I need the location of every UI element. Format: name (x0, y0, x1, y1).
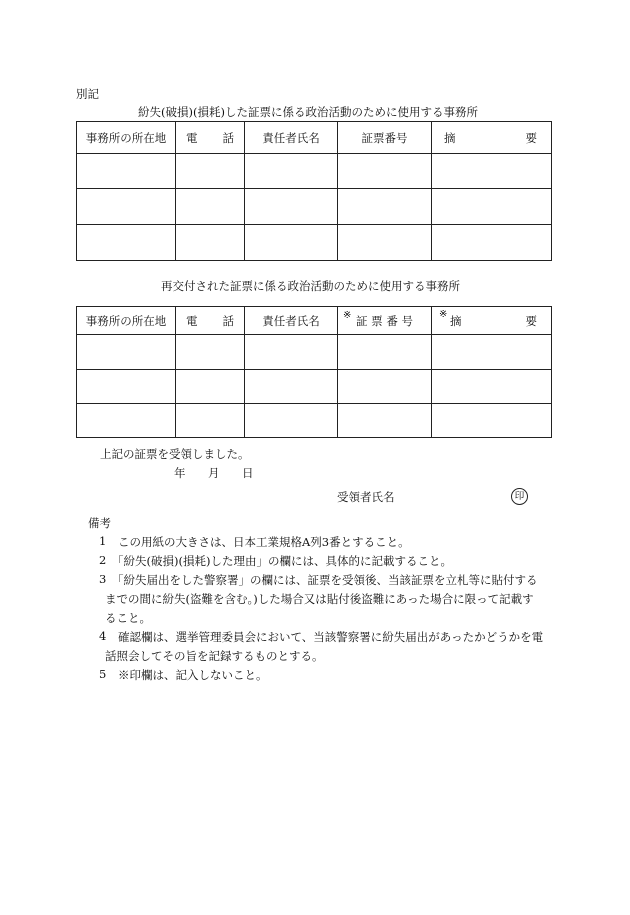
cell-phone[interactable] (176, 335, 245, 370)
receipt-statement: 上記の証票を受領しました。 (100, 447, 250, 461)
cell-summary[interactable] (432, 154, 552, 189)
cell-phone[interactable] (176, 404, 245, 438)
table-row (77, 154, 552, 189)
date-year-label: 年 (174, 466, 186, 480)
cell-location[interactable] (77, 335, 176, 370)
cell-phone[interactable] (176, 154, 245, 189)
remark-number: 1 (99, 534, 107, 548)
cell-location[interactable] (77, 370, 176, 404)
table2-title: 再交付された証票に係る政治活動のために使用する事務所 (161, 279, 460, 293)
remark-number: 5 (99, 667, 107, 681)
cell-person[interactable] (245, 404, 338, 438)
remark-text: 「紛失(破損)(損耗)した理由」の欄には、具体的に記載すること。 (112, 554, 452, 568)
cell-cert-no[interactable] (338, 189, 432, 225)
cell-person[interactable] (245, 189, 338, 225)
header-phone: 電 話 (176, 307, 245, 335)
cell-phone[interactable] (176, 225, 245, 261)
cell-phone[interactable] (176, 370, 245, 404)
remarks-heading: 備考 (88, 516, 111, 530)
header-summary: ※ 摘 要 (432, 307, 552, 335)
remark-text: ※印欄は、記入しないこと。 (118, 668, 268, 682)
asterisk-mark: ※ (439, 308, 448, 320)
cell-location[interactable] (77, 154, 176, 189)
table-row (77, 370, 552, 404)
cell-cert-no[interactable] (338, 154, 432, 189)
date-day-label: 日 (242, 466, 254, 480)
cell-person[interactable] (245, 154, 338, 189)
cell-summary[interactable] (432, 335, 552, 370)
table-row (77, 335, 552, 370)
remark-number: 2 (99, 553, 107, 567)
seal-mark: 印 (511, 488, 528, 505)
table-lost-certificates (76, 121, 552, 261)
table1-title: 紛失(破損)(損耗)した証票に係る政治活動のために使用する事務所 (138, 105, 478, 119)
cell-summary[interactable] (432, 189, 552, 225)
remark-text: 話照会してその旨を記録するものとする。 (105, 649, 324, 663)
appendix-label: 別記 (76, 87, 99, 101)
cell-location[interactable] (77, 404, 176, 438)
remark-number: 4 (99, 629, 107, 643)
cell-person[interactable] (245, 225, 338, 261)
cell-person[interactable] (245, 335, 338, 370)
cell-location[interactable] (77, 189, 176, 225)
cell-cert-no[interactable] (338, 370, 432, 404)
header-phone: 電 話 (176, 122, 245, 154)
remark-text: この用紙の大きさは、日本工業規格A列3番とすること。 (118, 535, 410, 549)
cell-summary[interactable] (432, 404, 552, 438)
remark-text: ること。 (105, 611, 151, 625)
cell-person[interactable] (245, 370, 338, 404)
cell-cert-no[interactable] (338, 335, 432, 370)
remark-text: までの間に紛失(盗難を含む。)した場合又は貼付後盗難にあった場合に限って記載す (105, 592, 534, 606)
header-location: 事務所の所在地 (77, 122, 176, 154)
remark-text: 「紛失届出をした警察署」の欄には、証票を受領後、当該証票を立札等に貼付する (112, 573, 538, 587)
date-month-label: 月 (208, 466, 220, 480)
cell-summary[interactable] (432, 370, 552, 404)
recipient-name-label: 受領者氏名 (337, 490, 395, 504)
header-cert-no: ※ 証 票 番 号 (338, 307, 432, 335)
remark-number: 3 (99, 572, 107, 586)
table-row (77, 189, 552, 225)
cell-summary[interactable] (432, 225, 552, 261)
cell-cert-no[interactable] (338, 225, 432, 261)
cell-cert-no[interactable] (338, 404, 432, 438)
header-summary: 摘 要 (432, 122, 552, 154)
table-row (77, 404, 552, 438)
cell-location[interactable] (77, 225, 176, 261)
asterisk-mark: ※ (343, 309, 352, 321)
remark-text: 確認欄は、選挙管理委員会において、当該警察署に紛失届出があったかどうかを電 (118, 630, 544, 644)
table-reissued-certificates (76, 306, 552, 438)
table-row (77, 225, 552, 261)
header-person: 責任者氏名 (245, 307, 338, 335)
cell-phone[interactable] (176, 189, 245, 225)
header-cert-no: 証票番号 (338, 122, 432, 154)
header-location: 事務所の所在地 (77, 307, 176, 335)
header-person: 責任者氏名 (245, 122, 338, 154)
